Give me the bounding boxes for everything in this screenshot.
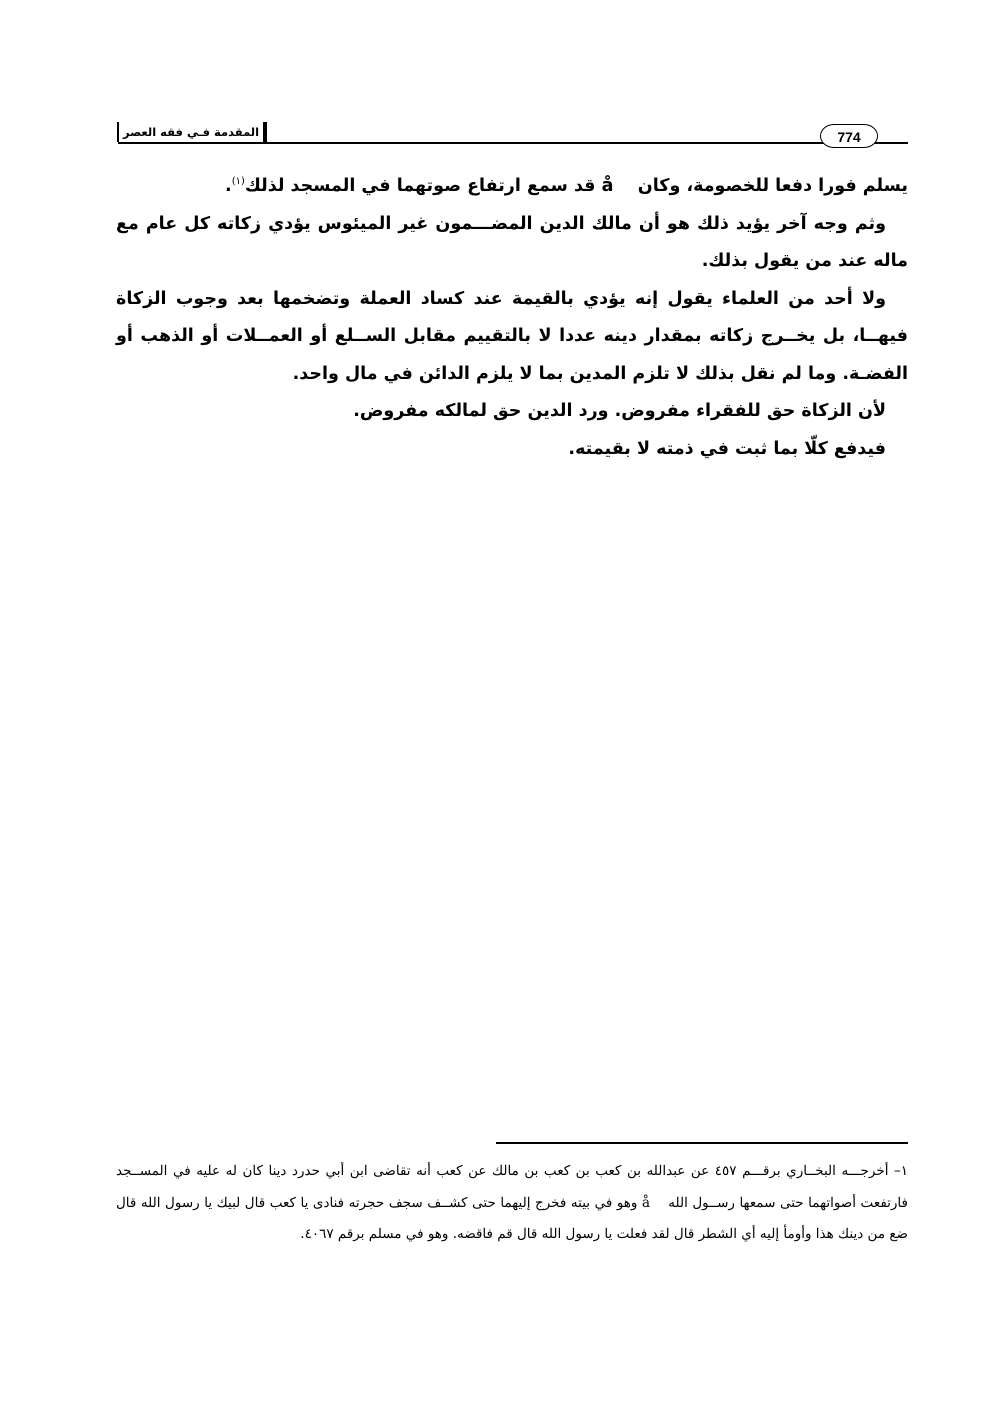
paragraph-text: يسلم فورا دفعا للخصومة، وكان ‌å قد سمع ارتفاع صوتهما في المسجد لذلك: [244, 176, 908, 196]
header-rule: [118, 142, 908, 144]
footnote: [116, 1156, 908, 1251]
footnote-separator: [496, 1142, 908, 1144]
footnote-reference: (١): [231, 176, 245, 188]
page-number: 774: [820, 124, 878, 148]
running-header-title: المقدمة فـي فقه العصر: [117, 122, 267, 142]
body-paragraph: وثم وجه آخر يؤيد ذلك هو أن مالك الدين المضـــمون غير الميئوس يؤدي زكاته كل عام مع ماله عند من يقول بذلك.: [116, 213, 908, 271]
main-body: [116, 168, 908, 468]
body-paragraph: لأن الزكاة حق للفقراء مفروض. ورد الدين حق لمالكه مفروض.: [353, 401, 886, 421]
paragraph-end: .: [225, 176, 232, 196]
body-paragraph: ولا أحد من العلماء يقول إنه يؤدي بالقيمة عند كساد العملة وتضخمها بعد وجوب الزكاة فيهــا، بل يخــرج زكاته بمقدار دينه عددا لا بالتقييم مقابل الســلع أو العمــلات أو الذهب أو الفضـة. وما لم نقل بذلك لا تلزم المدين بما لا يلزم الدائن في مال واحد.: [116, 288, 908, 384]
body-paragraph: فيدفع كلّا بما ثبت في ذمته لا بقيمته.: [568, 438, 886, 459]
footnote-text: ١– أخرجـــه البخــاري برقـــم ٤٥٧ عن عبدالله بن كعب بن كعب بن مالك عن كعب أنه تقاضى ابن أبي حدرد دينا كان له عليه في المســجد فارتفعت أصواتهما حتى سمعها رســول الله å وهو في بيته فخرج إليهما حتى كشــف سجف حجرته فنادى يا كعب قال لبيك يا رسول الله قال ضع من دينك هذا وأومأ إليه أي الشطر قال لقد فعلت يا رسول الله قال قم فاقضه. وهو في مسلم برقم ٤٠٦٧.: [116, 1163, 908, 1242]
body-paragraph: [116, 168, 908, 206]
